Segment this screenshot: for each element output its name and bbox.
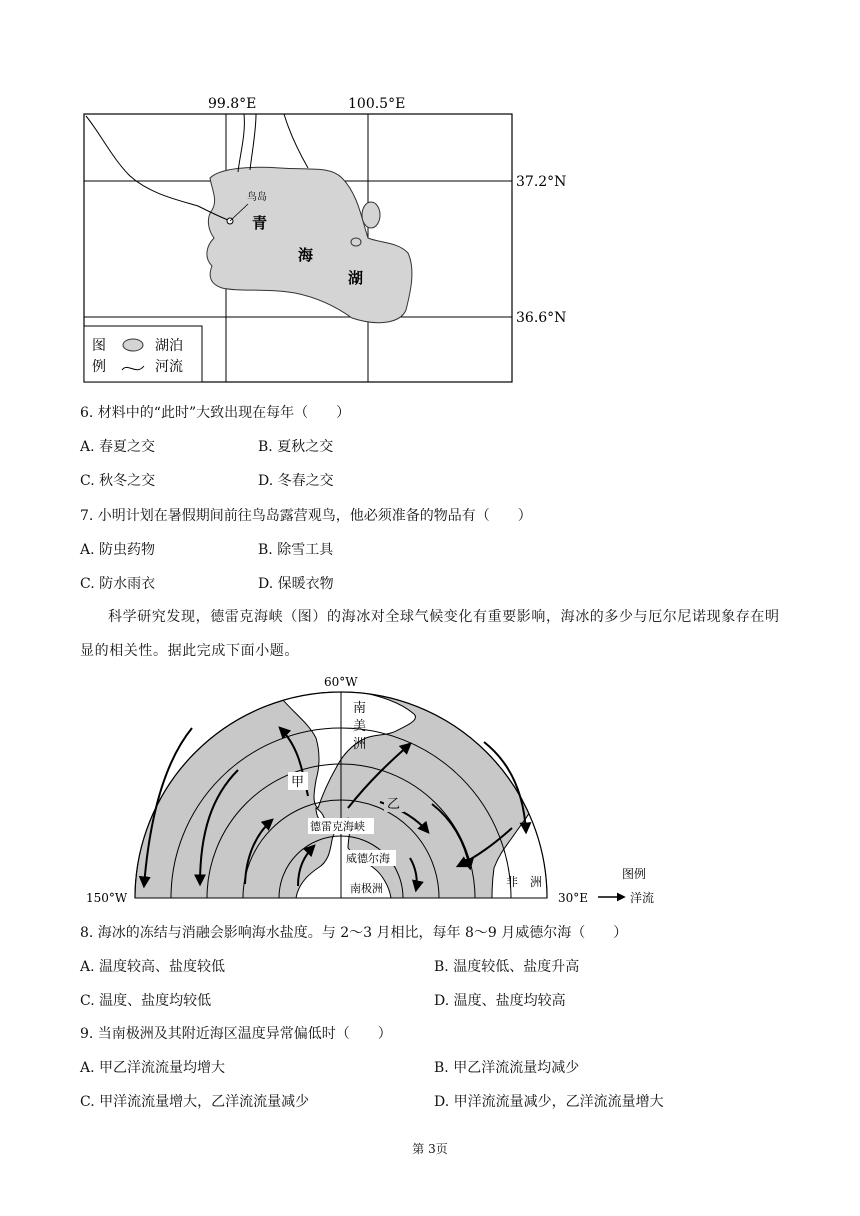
label-africa: 非 洲 (506, 875, 543, 889)
legend2-title: 图例 (622, 867, 647, 881)
question-7-option-b[interactable]: B. 除雪工具 (258, 542, 334, 558)
lon-label-99-8: 99.8°E (208, 96, 257, 112)
question-8-option-c[interactable]: C. 温度、盐度均较低 (80, 993, 212, 1009)
legend-lake-icon (123, 339, 143, 351)
label-150w: 150°W (86, 891, 128, 905)
lon-label-100-5: 100.5°E (348, 96, 406, 112)
label-jia: 甲 (291, 775, 305, 790)
lake-char-hai: 海 (298, 246, 314, 264)
question-7-stem: 7. 小明计划在暑假期间前往鸟岛露营观鸟，他必须准备的物品有（ ） (80, 508, 532, 524)
label-30e: 30°E (558, 891, 589, 905)
bird-island-label: 鸟岛 (247, 192, 267, 203)
qinghai-lake-map (80, 88, 580, 388)
question-6-stem: 6. 材料中的“此时”大致出现在每年（ ） (80, 405, 351, 421)
label-south-america-2: 美 (353, 719, 367, 734)
question-6-option-b[interactable]: B. 夏秋之交 (258, 439, 334, 455)
question-6-option-a[interactable]: A. 春夏之交 (80, 439, 156, 455)
legend-title-2: 例 (92, 359, 106, 375)
question-9-option-c[interactable]: C. 甲洋流流量增大，乙洋流流量减少 (80, 1094, 310, 1110)
label-drake: 德雷克海峡 (310, 820, 365, 833)
legend-title-1: 图 (92, 338, 106, 354)
question-7-option-c[interactable]: C. 防水雨衣 (80, 576, 156, 592)
label-weddell: 威德尔海 (346, 852, 390, 865)
question-8-stem: 8. 海冰的冻结与消融会影响海水盐度。与 2～3 月相比，每年 8～9 月威德尔海（ ） (80, 925, 628, 941)
lat-label-36-6: 36.6°N (516, 310, 567, 326)
question-6-option-c[interactable]: C. 秋冬之交 (80, 473, 156, 489)
label-60w: 60°W (324, 675, 358, 689)
question-9-option-d[interactable]: D. 甲洋流流量减少，乙洋流流量增大 (434, 1094, 664, 1110)
label-yi: 乙 (387, 797, 401, 812)
page-number: 第 3页 (412, 1142, 448, 1156)
label-south-america-3: 洲 (353, 737, 367, 752)
label-south-america-1: 南 (353, 701, 367, 716)
small-lake-1 (362, 202, 380, 228)
question-7-option-d[interactable]: D. 保暖衣物 (258, 576, 334, 592)
label-antarctica: 南极洲 (350, 882, 383, 895)
question-8-option-b[interactable]: B. 温度较低、盐度升高 (434, 959, 580, 975)
paragraph-text: 科学研究发现，德雷克海峡（图）的海冰对全球气候变化有重要影响，海冰的多少与厄尔尼诺现象存在明显的相关性。据此完成下面小题。 (80, 609, 780, 659)
question-9-stem: 9. 当南极洲及其附近海区温度异常偏低时（ ） (80, 1026, 392, 1042)
question-9-option-b[interactable]: B. 甲乙洋流流量均减少 (434, 1060, 580, 1076)
material-paragraph (80, 600, 784, 668)
question-9-option-a[interactable]: A. 甲乙洋流流量均增大 (80, 1060, 226, 1076)
question-8-option-d[interactable]: D. 温度、盐度均较高 (434, 993, 566, 1009)
lake-char-hu: 湖 (348, 269, 364, 287)
lake-char-qing: 青 (252, 214, 268, 232)
legend-lake-label: 湖泊 (155, 338, 183, 354)
question-6-option-d[interactable]: D. 冬春之交 (258, 473, 334, 489)
drake-passage-map (80, 672, 680, 908)
legend2-label: 洋流 (630, 891, 655, 905)
legend-river-label: 河流 (155, 359, 183, 375)
lat-label-37-2: 37.2°N (516, 174, 567, 190)
small-lake-2 (351, 238, 361, 246)
question-7-option-a[interactable]: A. 防虫药物 (80, 542, 156, 558)
question-8-option-a[interactable]: A. 温度较高、盐度较低 (80, 959, 226, 975)
